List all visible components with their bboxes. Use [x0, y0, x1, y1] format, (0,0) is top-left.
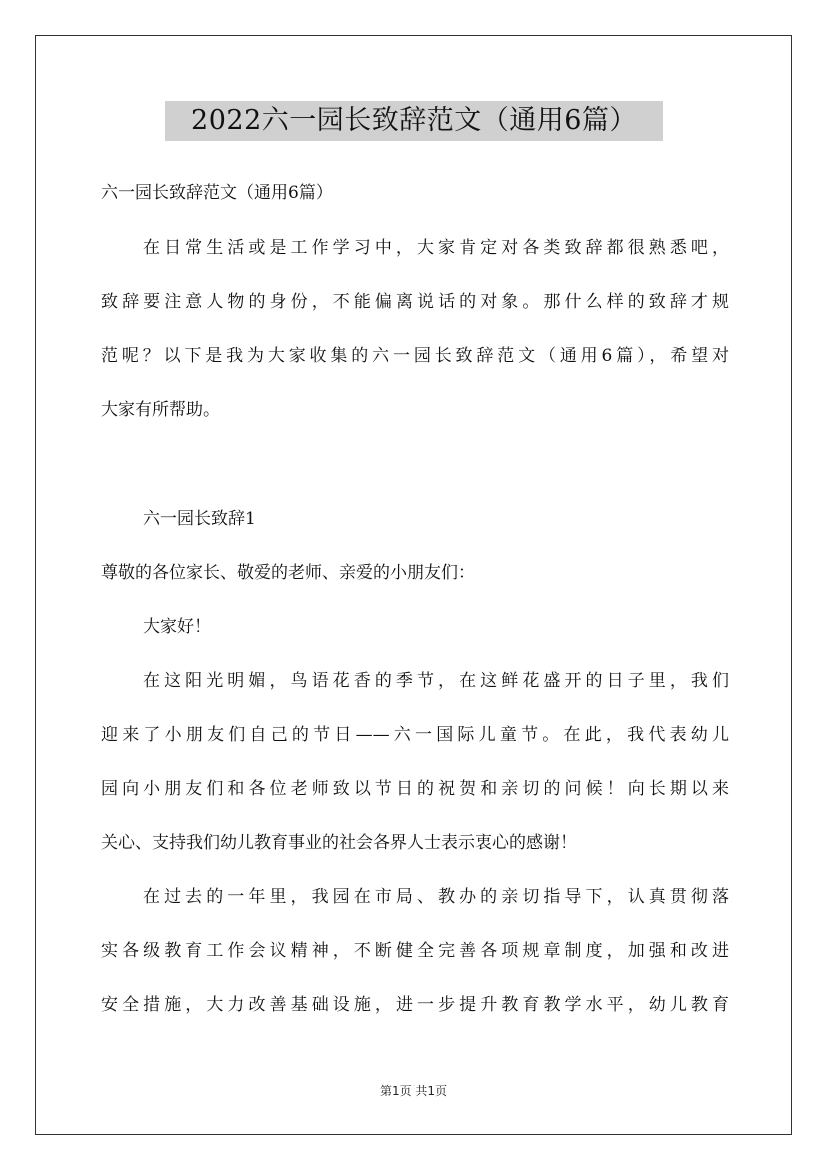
document-title: 2022六一园长致辞范文（通用6篇）: [165, 101, 663, 141]
paragraph-line: 安全措施，大力改善基础设施，进一步提升教育教学水平，幼儿教育: [101, 995, 729, 1015]
paragraph-line: 在这阳光明媚，鸟语花香的季节，在这鲜花盛开的日子里，我们: [143, 671, 729, 691]
section-heading: 六一园长致辞1: [143, 509, 256, 529]
document-subtitle: 六一园长致辞范文（通用6篇）: [101, 183, 333, 203]
greeting: 大家好！: [143, 617, 211, 637]
paragraph-line: 迎来了小朋友们自己的节日——六一国际儿童节。在此，我代表幼儿: [101, 725, 729, 745]
intro-line: 致辞要注意人物的身份，不能偏离说话的对象。那什么样的致辞才规: [101, 292, 729, 312]
paragraph-line: 园向小朋友们和各位老师致以节日的祝贺和亲切的问候！向长期以来: [101, 779, 729, 799]
intro-line: 大家有所帮助。: [101, 400, 220, 420]
salutation: 尊敬的各位家长、敬爱的老师、亲爱的小朋友们：: [101, 563, 475, 583]
paragraph-line: 关心、支持我们幼儿教育事业的社会各界人士表示衷心的感谢！: [101, 833, 577, 853]
intro-line: 范呢？以下是我为大家收集的六一园长致辞范文（通用6篇），希望对: [101, 346, 729, 366]
paragraph-line: 在过去的一年里，我园在市局、教办的亲切指导下，认真贯彻落: [143, 887, 729, 907]
intro-line: 在日常生活或是工作学习中，大家肯定对各类致辞都很熟悉吧，: [143, 238, 729, 258]
page-number: 第1页 共1页: [379, 1084, 448, 1098]
paragraph-line: 实各级教育工作会议精神，不断健全完善各项规章制度，加强和改进: [101, 941, 729, 961]
